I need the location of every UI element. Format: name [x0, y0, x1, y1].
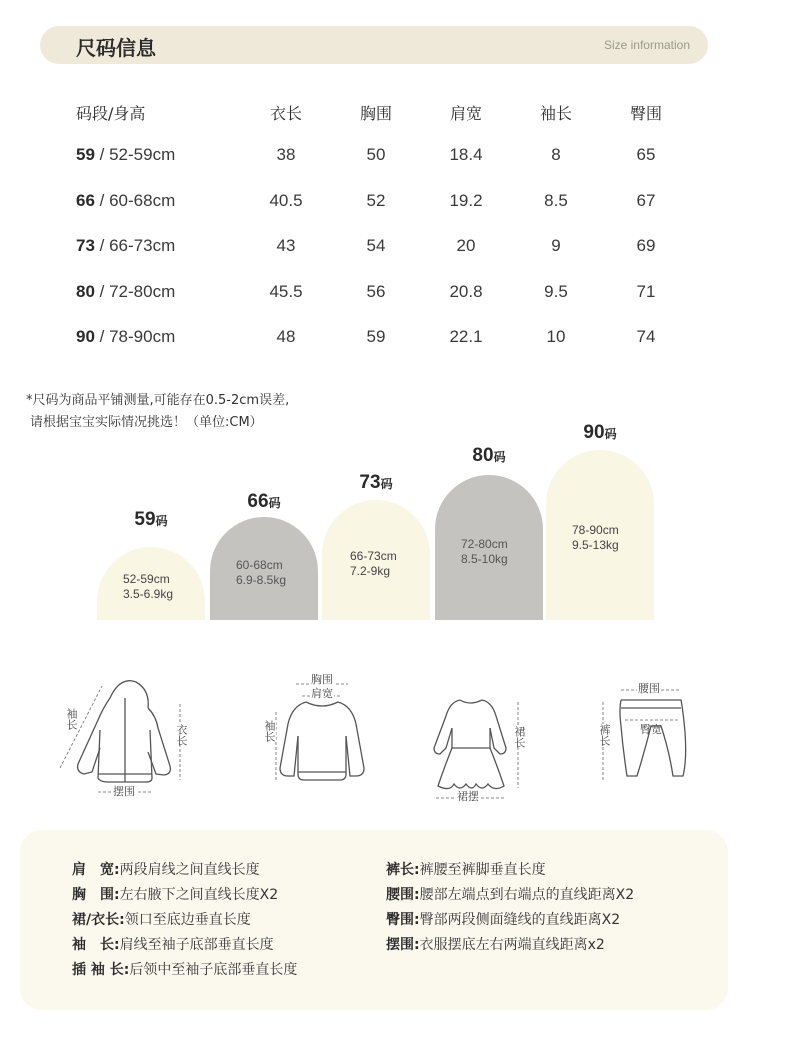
size-label: 73码: [359, 472, 393, 493]
size-arch-59: [97, 505, 205, 620]
column-header: 码段/身高: [76, 104, 146, 123]
jacket-length-label: 衣长: [175, 724, 188, 746]
table-cell: 71: [636, 282, 656, 301]
column-header: 臀围: [629, 104, 662, 123]
section-subtitle: Size information: [603, 38, 690, 52]
table-cell: 65: [636, 145, 656, 164]
table-cell: 56: [366, 282, 386, 301]
pants-diagram: [585, 680, 700, 800]
table-row: [40, 140, 700, 170]
size-label: 59码: [134, 509, 168, 530]
table-cell: 20.8: [449, 282, 483, 301]
note-line: *尺码为商品平铺测量,可能存在0.5-2cm误差,: [26, 393, 290, 408]
size-label: 66码: [247, 491, 281, 512]
table-cell: 43: [276, 236, 296, 255]
column-header: 胸围: [359, 104, 392, 123]
size-arch-text: 72-80cm 8.5-10kg: [461, 537, 508, 566]
table-cell: 8.5: [544, 191, 568, 210]
jacket-sleeve-label: 袖长: [65, 708, 78, 730]
jacket-hem-label: 摆围: [113, 785, 135, 798]
table-cell: 45.5: [269, 282, 303, 301]
table-row: [40, 322, 700, 352]
table-header-row: [40, 99, 700, 129]
size-cell: 66 / 60-68cm: [76, 191, 176, 210]
table-cell: 40.5: [269, 191, 303, 210]
section-title: 尺码信息: [76, 36, 156, 60]
dress-hem-label: 裙摆: [457, 790, 479, 803]
table-cell: 48: [276, 327, 296, 346]
section-header: [40, 26, 708, 64]
table-cell: 69: [636, 236, 656, 255]
definition-item: 插 袖 长:后领中至袖子底部垂直长度: [72, 962, 298, 978]
sweater-diagram: [263, 672, 398, 812]
table-cell: 59: [366, 327, 386, 346]
size-arch-73: [322, 468, 430, 620]
table-cell: 22.1: [449, 327, 483, 346]
size-arch-80: [435, 441, 543, 620]
table-cell: 38: [276, 145, 296, 164]
definition-item: 裙/衣长:领口至底边垂直长度: [72, 912, 251, 928]
pants-hip-label: 臀宽: [640, 723, 662, 736]
definition-item: 腰围:腰部左端点到右端点的直线距离X2: [386, 887, 635, 903]
pants-waist-label: 腰围: [638, 682, 660, 695]
column-header: 肩宽: [449, 104, 482, 123]
table-cell: 54: [366, 236, 386, 255]
size-arch-text: 66-73cm 7.2-9kg: [350, 549, 397, 578]
table-cell: 8: [551, 145, 561, 164]
size-label: 80码: [472, 445, 506, 466]
definition-item: 肩 宽:两段肩线之间直线长度: [72, 862, 260, 878]
definition-item: 袖 长:肩线至袖子底部垂直长度: [72, 937, 274, 953]
table-row: [40, 231, 700, 261]
table-cell: 9: [551, 236, 561, 255]
size-arch-text: 52-59cm 3.5-6.9kg: [123, 572, 174, 601]
table-cell: 67: [636, 191, 656, 210]
size-arch-66: [210, 487, 318, 620]
note-line: 请根据宝宝实际情况挑选！（单位:CM）: [30, 415, 263, 430]
size-arch-text: 78-90cm 9.5-13kg: [572, 523, 619, 552]
definitions-panel: [20, 830, 728, 1010]
table-cell: 50: [366, 145, 386, 164]
dress-icon: [420, 688, 550, 808]
definition-item: 摆围:衣服摆底左右两端直线距离x2: [386, 937, 605, 953]
column-header: 袖长: [539, 104, 572, 123]
dress-diagram: [420, 688, 550, 808]
size-arch-90: [546, 418, 654, 620]
definition-item: 臀围:臀部两段侧面缝线的直线距离X2: [386, 912, 621, 928]
size-arch-text: 60-68cm 6.9-8.5kg: [236, 558, 287, 587]
size-label: 90码: [583, 422, 617, 443]
table-cell: 9.5: [544, 282, 568, 301]
table-cell: 10: [546, 327, 566, 346]
size-cell: 59 / 52-59cm: [76, 145, 176, 164]
size-cell: 80 / 72-80cm: [76, 282, 176, 301]
table-cell: 18.4: [449, 145, 483, 164]
sweater-chest-label: 胸围: [311, 673, 333, 686]
table-row: [40, 186, 700, 216]
table-cell: 19.2: [449, 191, 483, 210]
table-row: [40, 277, 700, 307]
jacket-diagram: [48, 668, 198, 808]
pants-length-label: 裤长: [598, 724, 611, 746]
definition-item: 胸 围:左右腋下之间直线长度X2: [72, 887, 279, 903]
table-cell: 52: [366, 191, 386, 210]
table-cell: 74: [636, 327, 656, 346]
dress-length-label: 裙长: [513, 726, 526, 748]
size-cell: 73 / 66-73cm: [76, 236, 176, 255]
column-header: 衣长: [269, 104, 302, 123]
measurement-note: [26, 390, 289, 434]
table-cell: 20: [456, 236, 476, 255]
definition-item: 裤长:裤腰至裤脚垂直长度: [386, 862, 546, 878]
sweater-sleeve-label: 袖长: [263, 720, 276, 742]
sweater-shoulder-label: 肩宽: [311, 687, 333, 700]
size-cell: 90 / 78-90cm: [76, 327, 176, 346]
